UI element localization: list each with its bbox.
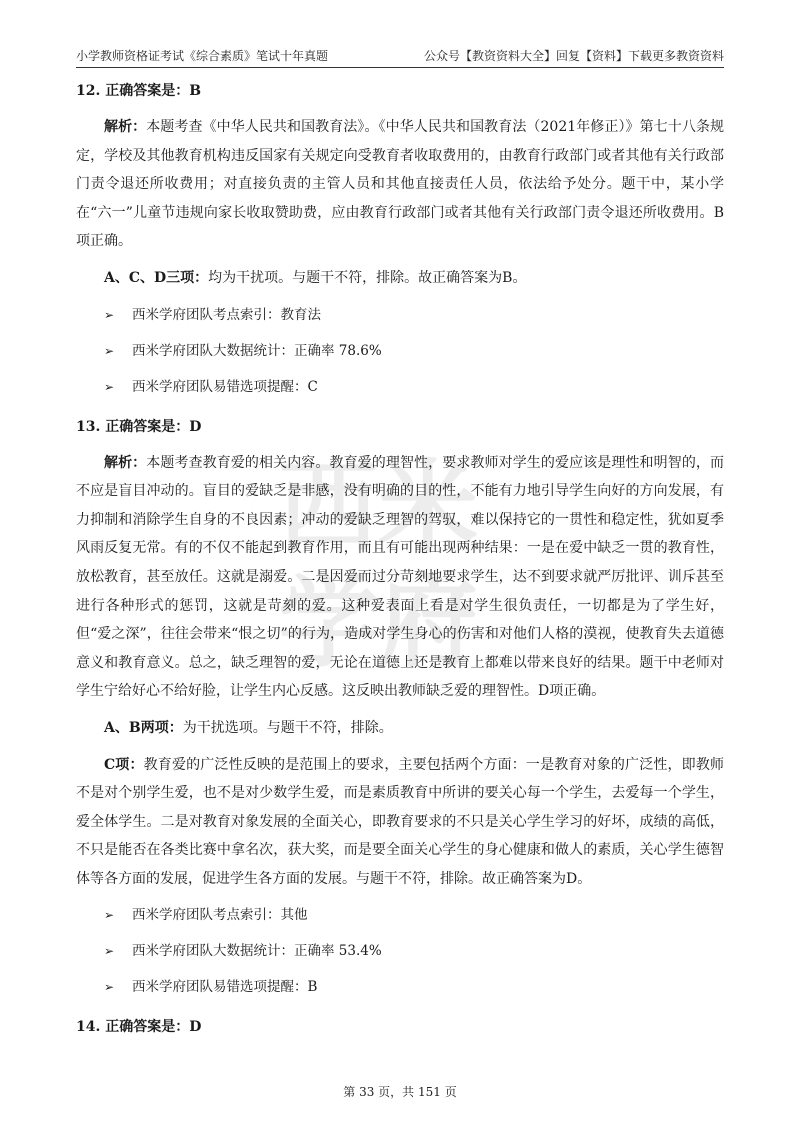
bullet-item: ➢ 西米学府团队易错选项提醒：B bbox=[76, 973, 724, 1001]
arrow-bullet-icon: ➢ bbox=[104, 908, 115, 923]
bullet-item: ➢ 西米学府团队大数据统计：正确率 53.4% bbox=[76, 937, 724, 965]
options-text: 为干扰选项。与题干不符，排除。 bbox=[182, 719, 393, 736]
options-label: A、B两项： bbox=[104, 719, 183, 736]
bullet-item: ➢ 西米学府团队考点索引：其他 bbox=[76, 901, 724, 929]
analysis-text: 本题考查《中华人民共和国教育法》。《中华人民共和国教育法（2021年修正）》第七十八条规定，学校及其他教育机构违反国家有关规定向受教育者收取费用的，由教育行政部门或者其他有关行政部门责令退还所收费用；对直接负责的主管人员和其他直接责任人员，依法给予处分。题干中，某小学在“六一”儿童节违规向家长收取赞助费，应由教育行政部门或者其他有关行政部门责令退还所收费用。B项正确。 bbox=[76, 119, 724, 250]
header-right: 公众号【教资资料大全】回复【资料】下载更多教资资料 bbox=[423, 49, 724, 63]
arrow-bullet-icon: ➢ bbox=[104, 343, 115, 358]
analysis-label: 解析： bbox=[104, 119, 147, 135]
question-12-other-options bbox=[76, 264, 724, 293]
question-14-title: 14. 正确答案是：D bbox=[76, 1019, 202, 1036]
analysis-text: 本题考查教育爱的相关内容。教育爱的理智性，要求教师对学生的爱应该是理性和明智的，而不应是盲目冲动的。盲目的爱缺乏是非感，没有明确的目的性，不能有力地引导学生向好的方向发展，有力抑制和消除学生自身的不良因素；冲动的爱缺乏理智的驾驭，难以保持它的一贯性和稳定性，犹如夏季风雨反复无常。有的不仅不能起到教育作用，而且有可能出现两种结果：一是在爱中缺乏一贯的教育性，放松教育，甚至放任。这就是溺爱。二是因爱而过分苛刻地要求学生，达不到要求就严厉批评、训斥甚至进行各种形式的惩罚，这就是苛刻的爱。这种爱表面上看是对学生很负责任，一切都是为了学生好，但“爱之深”，往往会带来“恨之切”的行为，造成对学生身心的伤害和对他们人格的漠视，使教育失去道德意义和教育意义。总之，缺乏理智的爱，无论在道德上还是教育上都难以带来良好的结果。题干中老师对学生宁给好心不给好脸，让学生内心反感。这反映出教师缺乏爱的理智性。D项正确。 bbox=[76, 454, 724, 700]
question-12-analysis bbox=[76, 113, 724, 256]
watermark-char: 学 bbox=[278, 564, 378, 681]
options-label: A、C、D三项： bbox=[104, 269, 209, 286]
question-13-c-option bbox=[76, 751, 724, 894]
arrow-bullet-icon: ➢ bbox=[104, 944, 115, 959]
options-label: C项： bbox=[104, 756, 144, 773]
bullet-item: ➢ 西米学府团队大数据统计：正确率 78.6% bbox=[76, 337, 724, 365]
options-text: 教育爱的广泛性反映的是范围上的要求，主要包括两个方面：一是教育对象的广泛性，即教师不是对个别学生爱，也不是对少数学生爱，而是素质教育中所讲的要关心每一个学生，去爱每一个学生，爱全体学生。二是对教育对象发展的全面关心，即教育要求的不只是关心学生学习的好坏，成绩的高低，不只是能否在各类比赛中拿名次，获大奖，而是要全面关心学生的身心健康和做人的素质，关心学生德智体等各方面的发展，促进学生各方面的发展。与题干不符，排除。故正确答案为D。 bbox=[76, 756, 724, 887]
options-text: 均为干扰项。与题干不符，排除。故正确答案为B。 bbox=[208, 269, 527, 286]
bullet-item: ➢ 西米学府团队易错选项提醒：C bbox=[76, 373, 724, 401]
question-13-title: 13. 正确答案是：D bbox=[76, 418, 202, 435]
question-12-title: 12. 正确答案是：B bbox=[76, 83, 202, 99]
header-left: 小学教师资格证考试《综合素质》笔试十年真题 bbox=[76, 49, 329, 63]
arrow-bullet-icon: ➢ bbox=[104, 980, 115, 995]
question-13-analysis bbox=[76, 449, 724, 706]
watermark-char: 米 bbox=[378, 449, 478, 566]
arrow-bullet-icon: ➢ bbox=[104, 379, 115, 394]
arrow-bullet-icon: ➢ bbox=[104, 307, 115, 322]
bullet-item: ➢ 西米学府团队考点索引：教育法 bbox=[76, 301, 724, 329]
page-number: 第 33 页，共 151 页 bbox=[343, 1085, 457, 1099]
watermark-char: 府 bbox=[378, 564, 478, 681]
page-footer bbox=[0, 1083, 800, 1100]
watermark-char: 西 bbox=[278, 449, 378, 566]
page-header bbox=[76, 44, 724, 68]
analysis-label: 解析： bbox=[104, 454, 147, 471]
page-content bbox=[76, 77, 724, 1041]
question-13-ab-options bbox=[76, 714, 724, 743]
